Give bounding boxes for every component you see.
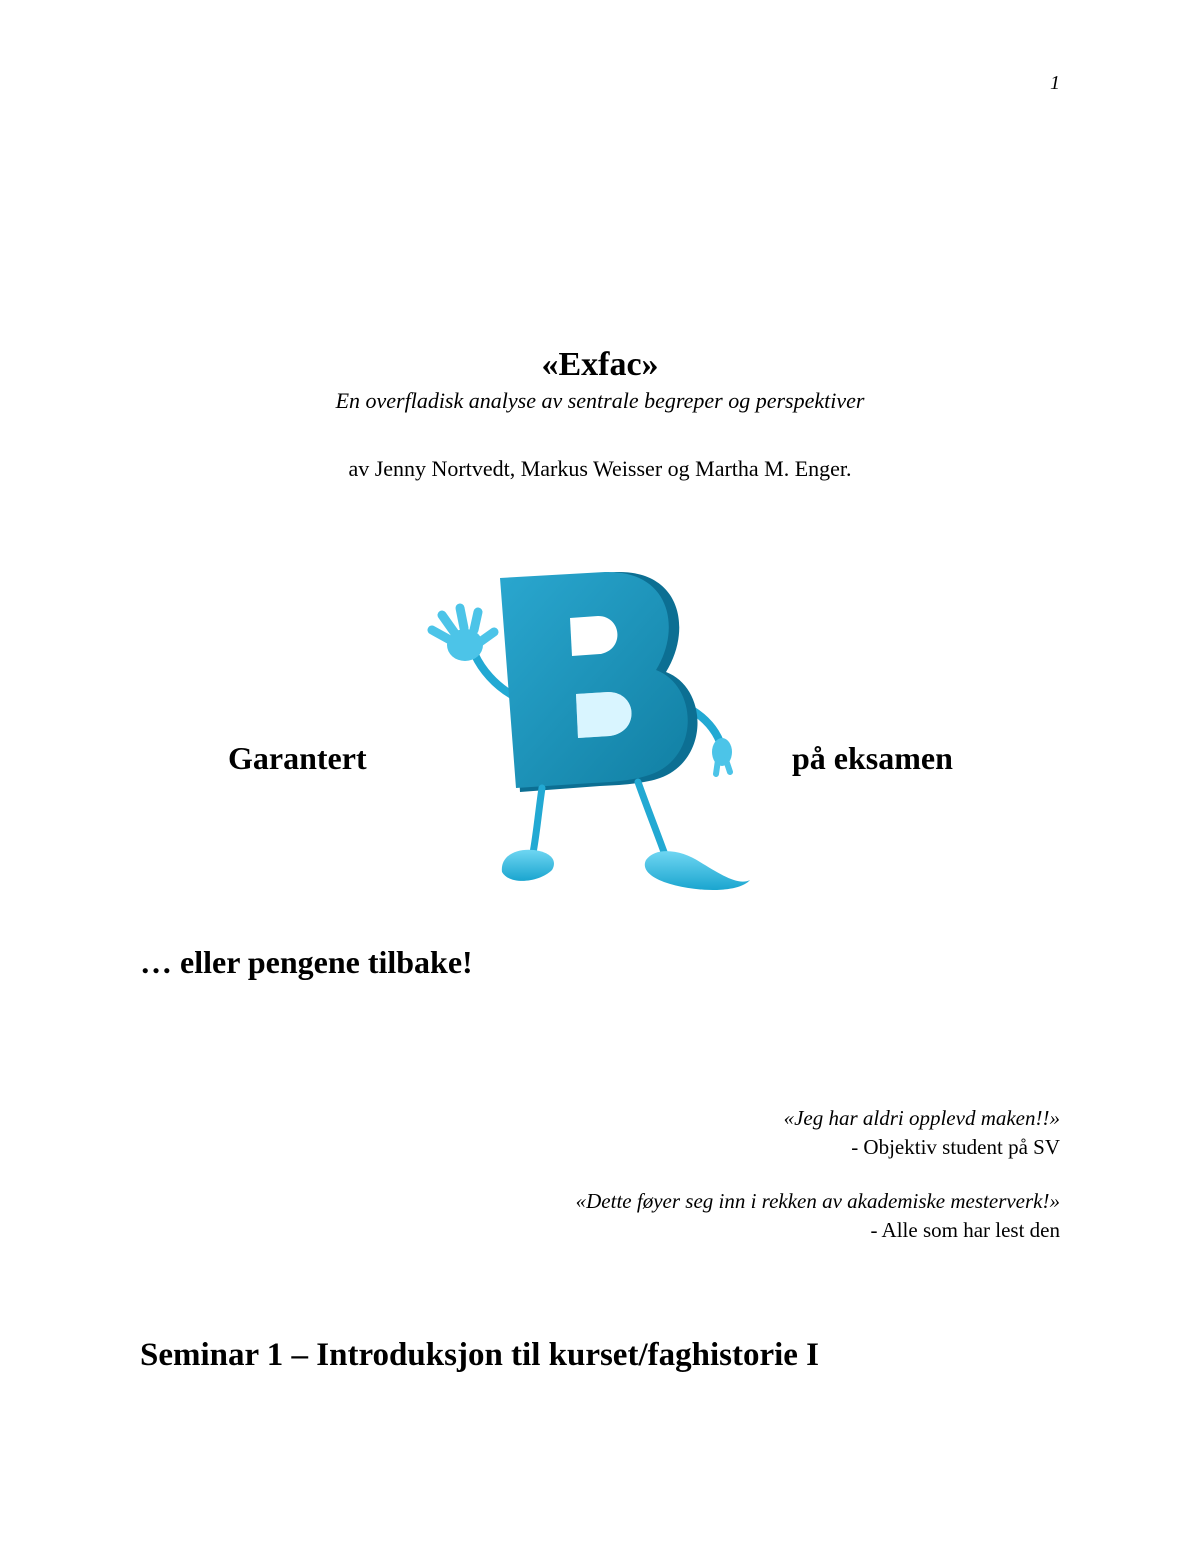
- quote-attribution: - Alle som har lest den: [870, 1218, 1060, 1242]
- author-line: av Jenny Nortvedt, Markus Weisser og Martha M. Enger.: [348, 456, 852, 481]
- tagline: … eller pengene tilbake!: [140, 944, 473, 980]
- quote-text: «Jeg har aldri opplevd maken!!»: [783, 1106, 1060, 1130]
- document-title: «Exfac»: [541, 346, 659, 383]
- quote-attribution: - Objektiv student på SV: [851, 1135, 1060, 1159]
- quote-text: «Dette føyer seg inn i rekken av akademiske mesterverk!»: [575, 1189, 1060, 1213]
- testimonials: [576, 1104, 1060, 1245]
- banner-right-text: på eksamen: [792, 740, 953, 776]
- page-number: 1: [1050, 72, 1060, 94]
- letter-b-mascot-icon: [420, 560, 770, 900]
- document-subtitle: En overfladisk analyse av sentrale begreper og perspektiver: [335, 388, 865, 413]
- banner-left-text: Garantert: [228, 740, 367, 776]
- section-heading: Seminar 1 – Introduksjon til kurset/faghistorie I: [140, 1337, 820, 1373]
